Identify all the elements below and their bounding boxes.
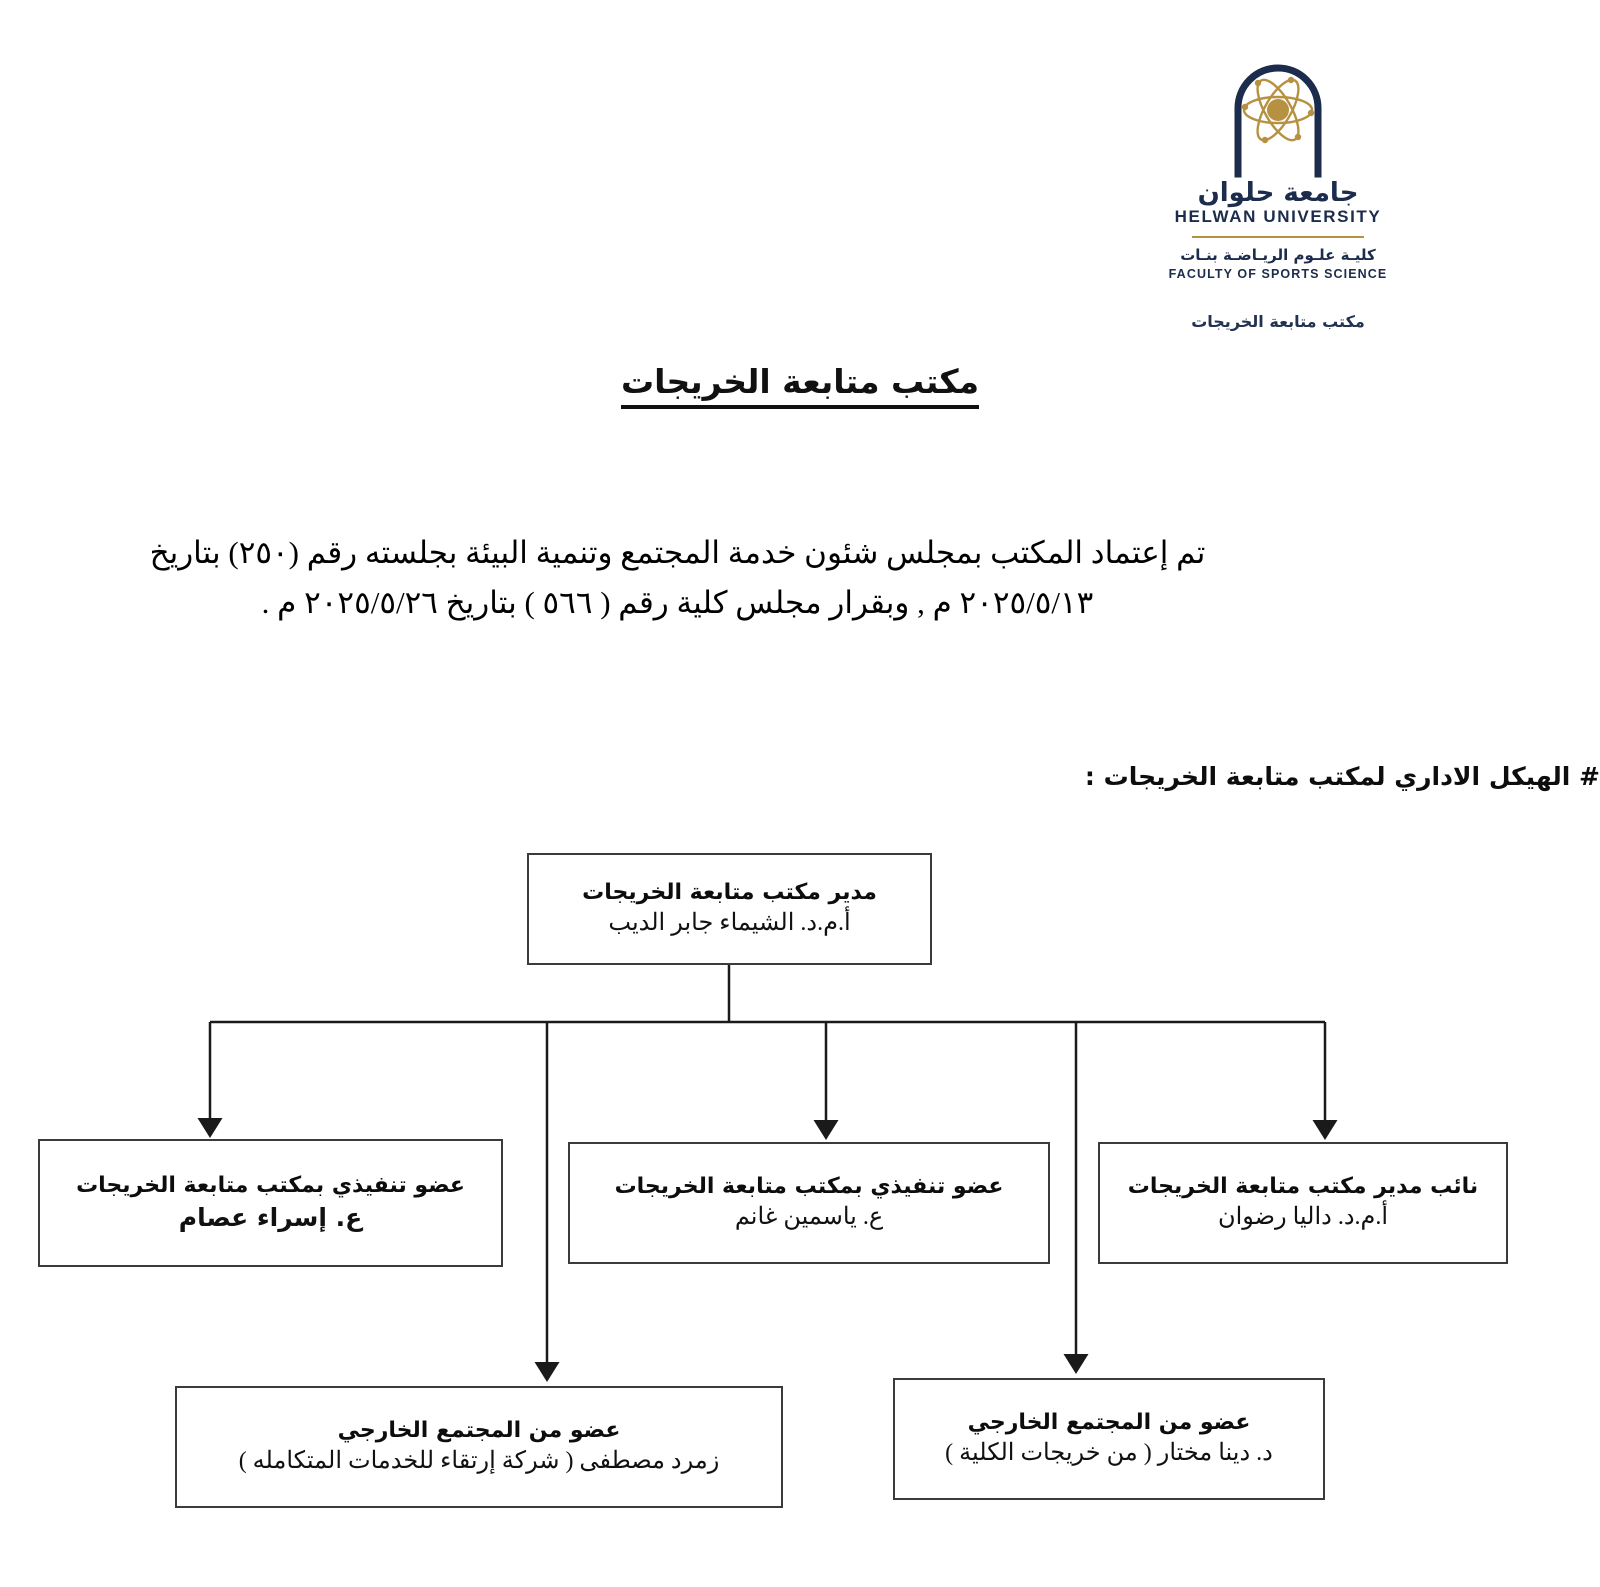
org-node-role: مدير مكتب متابعة الخريجات (582, 879, 877, 905)
org-node-person: ع. ياسمين غانم (734, 1204, 884, 1231)
org-node-executive-yasmin (568, 1142, 1050, 1264)
org-node-deputy-director (1098, 1142, 1508, 1264)
university-name-ar: جامعة حلوان (1197, 178, 1359, 208)
org-node-external-zomorod (175, 1386, 783, 1508)
faculty-name-ar: كليـة علـوم الريـاضـة بنـات (1180, 246, 1376, 265)
org-node-role: نائب مدير مكتب متابعة الخريجات (1127, 1173, 1479, 1199)
org-node-role: عضو من المجتمع الخارجي (967, 1409, 1251, 1435)
org-node-executive-esraa (38, 1139, 503, 1267)
org-node-person: أ.م.د. الشيماء جابر الديب (608, 910, 851, 937)
org-node-external-dina (893, 1378, 1325, 1500)
logo-divider (1192, 236, 1364, 238)
org-node-role: عضو تنفيذي بمكتب متابعة الخريجات (76, 1173, 465, 1198)
page-title-text: مكتب متابعة الخريجات (621, 362, 979, 409)
office-tag: مكتب متابعة الخريجات (1191, 312, 1365, 332)
university-logo (1133, 52, 1423, 282)
org-node-director (527, 853, 932, 965)
approval-paragraph: تم إعتماد المكتب بمجلس شئون خدمة المجتمع وتنمية البيئة بجلسته رقم (٢٥٠) بتاريخ ٢٠٢٥/٥/١٣ م , وبقرار مجلس كلية رقم ( ٥٦٦ ) بتاريخ ٢٠٢٥/٥/٢٦ م . (149, 535, 1206, 621)
page-title (0, 362, 1600, 401)
org-node-role: عضو من المجتمع الخارجي (337, 1417, 621, 1443)
org-node-person: أ.م.د. داليا رضوان (1217, 1204, 1389, 1231)
org-node-role: عضو تنفيذي بمكتب متابعة الخريجات (614, 1173, 1004, 1199)
letterhead (1133, 52, 1423, 331)
section-heading: # الهيكل الاداري لمكتب متابعة الخريجات : (1084, 762, 1600, 791)
org-node-person: د. دينا مختار ( من خريجات الكلية ) (945, 1440, 1273, 1467)
org-node-person: زمرد مصطفى ( شركة إرتقاء للخدمات المتكامله ) (238, 1448, 720, 1475)
org-node-person: ع. إسراء عصام (178, 1202, 363, 1232)
university-name-en: HELWAN UNIVERSITY (1174, 207, 1382, 226)
atom-arch-logo-icon (1214, 52, 1342, 178)
faculty-name-en: FACULTY OF SPORTS SCIENCE (1168, 267, 1388, 282)
